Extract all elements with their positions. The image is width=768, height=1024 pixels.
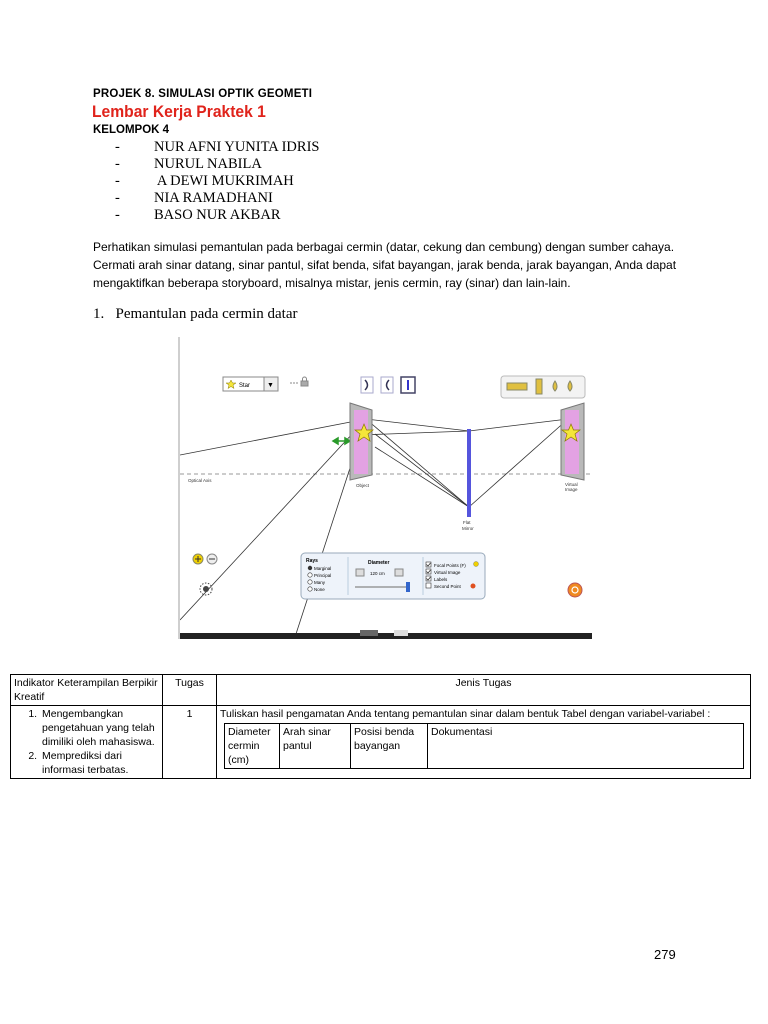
bullet: -	[115, 207, 120, 223]
light-icon	[200, 583, 212, 595]
member-list-item	[115, 139, 319, 156]
diameter-label: Diameter	[368, 560, 390, 566]
zoom-controls	[193, 554, 217, 564]
indicator-list	[14, 707, 159, 777]
object-panel	[350, 403, 373, 480]
light-source-icon	[553, 381, 557, 391]
rays-title: Rays	[306, 558, 318, 564]
variable-cell: Arah sinar pantul	[280, 724, 351, 769]
checkbox-label: Focal Points (F)	[434, 563, 466, 568]
flat-mirror	[467, 429, 471, 517]
toolbox	[501, 376, 585, 398]
indicator-item: 1. Mengembangkan pengetahuan yang telah dimiliki oleh mahasiswa.	[40, 707, 159, 749]
variable-cell: Posisi benda bayangan	[351, 724, 428, 769]
chevron-down-icon: ▼	[267, 382, 274, 389]
rays-option: Many	[314, 580, 326, 585]
skills-table	[10, 674, 751, 779]
variable-cell: Diameter cermin (cm)	[225, 724, 280, 769]
bullet: -	[115, 156, 120, 172]
flat-mirror-label: Mirror	[462, 526, 474, 531]
ruler-icon	[507, 383, 527, 390]
table-header-row	[11, 675, 751, 706]
project-title: PROJEK 8. SIMULASI OPTIK GEOMETI	[93, 88, 313, 100]
task-cell: 1	[163, 706, 217, 779]
member-name: NUR AFNI YUNITA IDRIS	[154, 139, 320, 155]
reset-icon	[568, 583, 582, 597]
member-name: BASO NUR AKBAR	[154, 207, 281, 223]
intro-line: Perhatikan simulasi pemantulan pada berbagai cermin (datar, cekung dan cembung) dengan sumber cahaya.	[93, 240, 675, 254]
virtual-image-label: Image	[565, 487, 578, 492]
dropdown-value: Star	[239, 383, 251, 389]
variables-row	[225, 724, 744, 769]
checkbox-label: Virtual Image	[434, 570, 461, 575]
optical-axis-label: Optical Axis	[188, 478, 212, 483]
bottom-bar	[180, 633, 592, 639]
sheet-title: Lembar Kerja Praktek 1	[92, 102, 266, 121]
task-instruction: Tuliskan hasil pengamatan Anda tentang pemantulan sinar dalam bentuk Tabel dengan variabel-variabel :	[220, 708, 711, 720]
mirror-type-buttons	[361, 377, 415, 393]
member-list-item	[115, 156, 262, 173]
member-name: NIA RAMADHANI	[154, 190, 273, 206]
variables-table	[224, 723, 744, 769]
ray-lines	[180, 419, 568, 637]
page-number: 279	[654, 947, 676, 962]
member-name: A DEWI MUKRIMAH	[154, 173, 294, 189]
member-name: NURUL NABILA	[154, 156, 262, 172]
flat-mirror-label: Flat	[463, 520, 471, 525]
variable-cell: Dokumentasi	[428, 724, 744, 769]
bullet: -	[115, 139, 120, 155]
rays-option: Marginal	[314, 566, 332, 571]
section-heading: 1. Pemantulan pada cermin datar	[93, 306, 298, 322]
header-task-type: Jenis Tugas	[217, 675, 751, 706]
ray-direction-arrow	[333, 438, 350, 444]
rays-option: None	[314, 587, 325, 592]
task-type-cell	[217, 706, 751, 779]
header-indicator: Indikator Keterampilan Berpikir Kreatif	[11, 675, 163, 706]
bullet: -	[115, 173, 120, 189]
rays-option: Principal	[314, 573, 332, 578]
optics-simulation-screenshot	[178, 337, 592, 639]
member-list-item	[115, 207, 281, 224]
indicator-item: 2. Memprediksi dari informasi terbatas.	[40, 749, 159, 777]
vertical-ruler-icon	[536, 379, 542, 394]
checkbox-label: Labels	[434, 577, 448, 582]
intro-line: Cermati arah sinar datang, sinar pantul, sifat benda, sifat bayangan, jarak benda, jarak bayangan, Anda dapat	[93, 258, 677, 272]
bullet: -	[115, 190, 120, 206]
checkbox-label: Second Point	[434, 584, 461, 589]
header-task: Tugas	[163, 675, 217, 706]
light-source-icon	[568, 381, 572, 391]
lock-icon	[290, 377, 308, 386]
diameter-value: 120 cm	[370, 571, 385, 576]
intro-line: mengaktifkan beberapa storyboard, misalnya mistar, jenis cermin, ray (sinar) dan lain-lain.	[93, 276, 571, 290]
virtual-image-panel	[561, 403, 584, 480]
virtual-image-label: Virtual	[565, 482, 578, 487]
member-list-item	[115, 173, 294, 190]
member-list-item	[115, 190, 273, 207]
indicator-cell	[11, 706, 163, 779]
table-row	[11, 706, 751, 779]
group-label: KELOMPOK 4	[93, 124, 170, 136]
object-label: Object	[356, 483, 370, 488]
